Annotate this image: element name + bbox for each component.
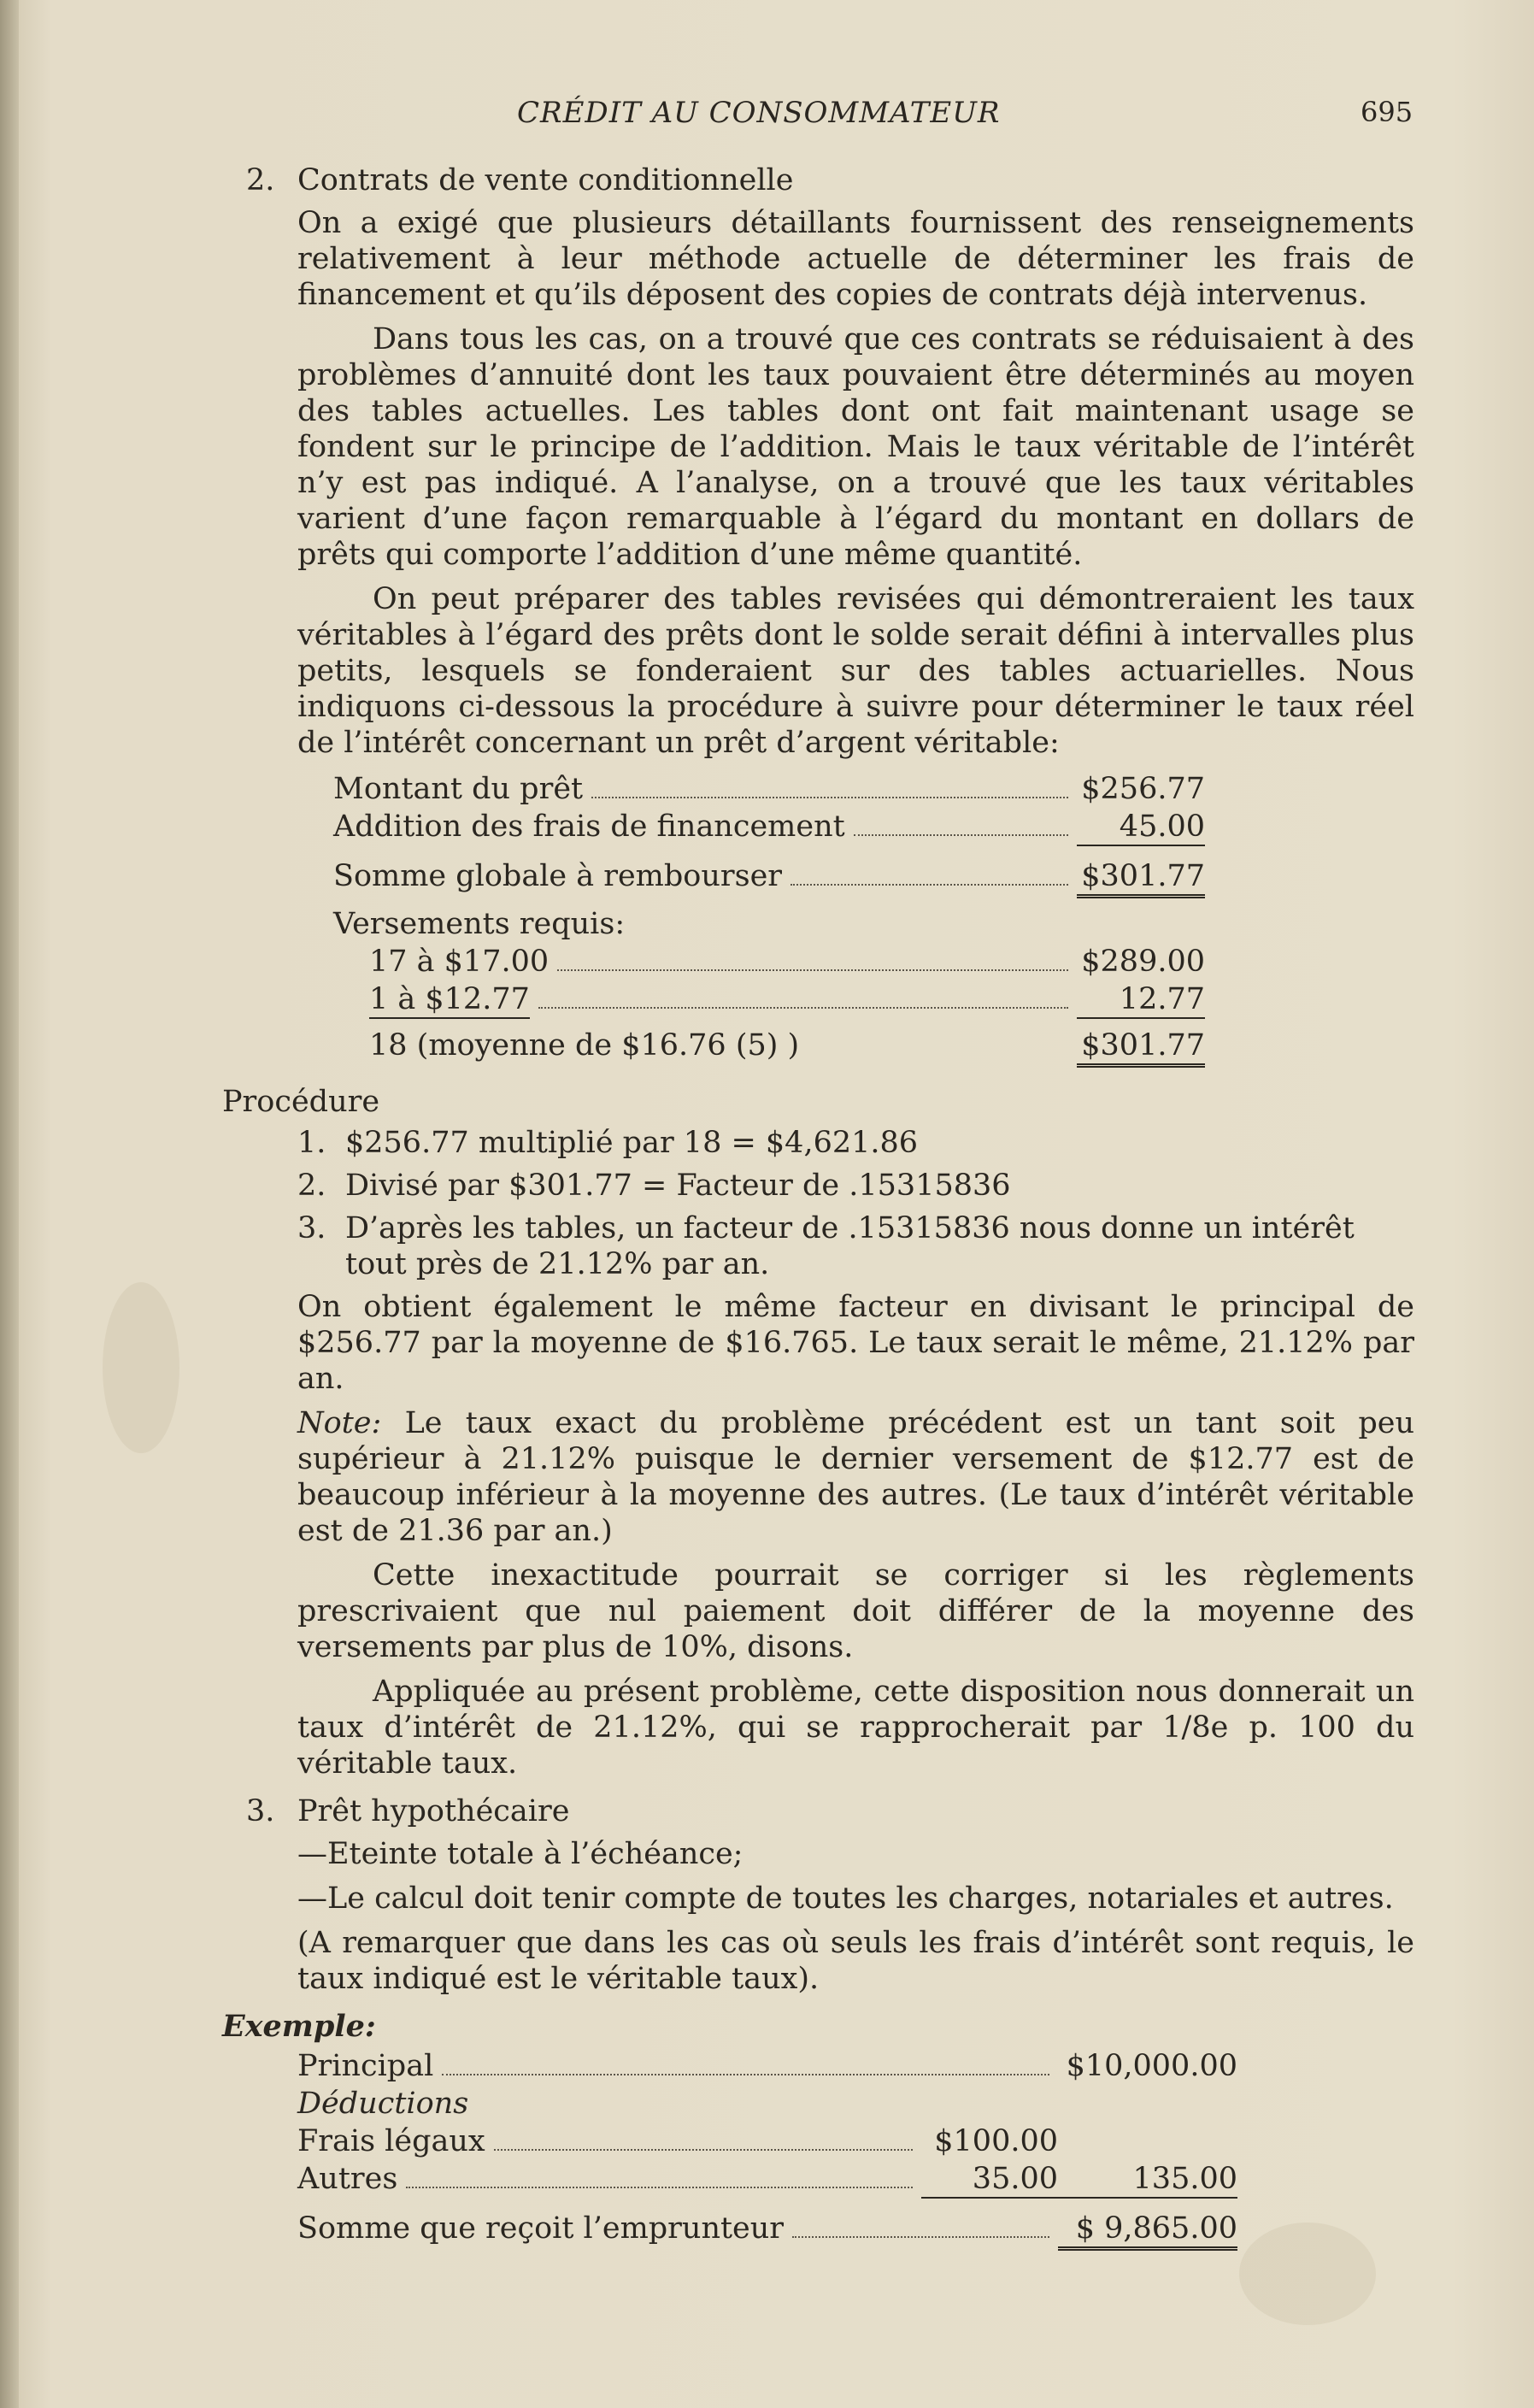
exemple-value: $10,000.00 [1066, 2049, 1237, 2083]
section-title: Prêt hypothécaire [297, 1794, 570, 1828]
ledger-label: Somme globale à rembourser [333, 859, 783, 893]
section-3-heading [222, 1793, 1414, 1829]
ledger-label: 18 (moyenne de $16.76 (5) ) [369, 1028, 800, 1063]
loan-ledger [333, 771, 1205, 1065]
ledger-label: Versements requis: [333, 907, 626, 941]
exemple-total: $ 9,865.00 [1058, 2211, 1237, 2251]
dot-leader [538, 1007, 1068, 1009]
ledger-row [333, 771, 1205, 809]
paragraph: —Le calcul doit tenir compte de toutes les charges, notariales et autres. [297, 1881, 1394, 1916]
exemple-label: Autres [297, 2162, 398, 2196]
exemple-row [297, 2211, 1237, 2248]
procedure-step [297, 1125, 1414, 1161]
running-title: CRÉDIT AU CONSOMMATEUR [517, 96, 1001, 130]
dot-leader [442, 2074, 1049, 2075]
section-3-body [222, 1836, 1414, 2248]
note-label: Note: [297, 1406, 382, 1440]
dot-leader [854, 834, 1068, 836]
dot-leader [557, 969, 1068, 971]
exemple-value: $100.00 [934, 2124, 1058, 2158]
exemple-label: Frais légaux [297, 2124, 485, 2158]
paragraph: Appliquée au présent problème, cette disposition nous donnerait un taux d’intérêt de 21.12%, qui se rapprocherait par 1/8e p. 100 du véritable taux. [297, 1675, 1414, 1781]
paragraph: —Eteinte totale à l’échéance; [297, 1837, 743, 1871]
section-title: Contrats de vente conditionnelle [297, 163, 794, 197]
page-body [222, 162, 1414, 2248]
ledger-row [333, 944, 1205, 981]
ledger-value: $256.77 [1081, 772, 1205, 806]
ledger-value: 45.00 [1077, 809, 1205, 846]
ledger-value: $289.00 [1081, 945, 1205, 979]
ledger-row [333, 809, 1205, 846]
ledger-value: 12.77 [1077, 981, 1205, 1019]
ledger-row [333, 858, 1205, 896]
dot-leader [406, 2187, 913, 2188]
dot-leader [791, 884, 1068, 886]
section-number: 3. [246, 1794, 275, 1828]
paragraph: On a exigé que plusieurs détaillants fournissent des renseignements relativement à leur méthode actuelle de déterminer les frais de financement et qu’ils déposent des copies de contrats déjà intervenus. [297, 206, 1414, 312]
exemple-title: Exemple: [222, 2009, 376, 2044]
paragraph: On obtient également le même facteur en divisant le principal de $256.77 par la moyenne de $16.765. Le taux serait le même, 21.12% par an. [297, 1290, 1414, 1396]
ledger-label: 1 à $12.77 [369, 981, 530, 1019]
exemple-value: 35.00 [921, 2161, 1058, 2199]
ledger-label: Montant du prêt [333, 772, 584, 806]
note-text: Le taux exact du problème précédent est un tant soit peu supérieur à 21.12% puisque le dernier versement de $12.77 est de beaucoup inférieur à la moyenne des autres. (Le taux d’intérêt véritable est de 21.36 par an.) [297, 1406, 1414, 1548]
section-2-heading [222, 162, 1414, 198]
step-text: Divisé par $301.77 = Facteur de .15315836 [345, 1169, 1011, 1203]
ledger-total: $301.77 [1077, 1027, 1205, 1068]
dot-leader [591, 797, 1068, 798]
exemple-table [297, 2048, 1237, 2248]
procedure-step [297, 1210, 1414, 1282]
step-text: $256.77 multiplié par 18 = $4,621.86 [345, 1126, 919, 1160]
paragraph: On peut préparer des tables revisées qui démontreraient les taux véritables à l’égard des prêts dont le solde serait défini à intervalles plus petits, lesquels se fonderaient sur des tables actuarielles. Nous indiquons ci-dessous la procédure à suivre pour déterminer le taux réel de l’intérêt concernant un prêt d’argent véritable: [297, 582, 1414, 760]
paragraph: Cette inexactitude pourrait se corriger si les règlements prescrivaient que nul paiement doit différer de la moyenne des versements par plus de 10%, disons. [297, 1558, 1414, 1664]
procedure-step [297, 1168, 1414, 1204]
page-number: 695 [1361, 96, 1414, 128]
exemple-row [297, 2048, 1237, 2086]
note-paragraph [297, 1405, 1414, 1549]
ledger-label: Addition des frais de financement [333, 810, 845, 844]
exemple-label: Principal [297, 2049, 434, 2083]
exemple-row [297, 2123, 1237, 2161]
ledger-total: $301.77 [1077, 858, 1205, 898]
exemple-subheading: Déductions [297, 2087, 469, 2121]
dot-leader [494, 2149, 913, 2151]
paper-stain [103, 1282, 179, 1453]
exemple-row [297, 2161, 1237, 2199]
section-2-body [222, 205, 1414, 1781]
ledger-row [333, 1027, 1205, 1065]
page-header [0, 96, 1534, 138]
exemple-row [297, 2086, 1237, 2123]
step-number: 2. [297, 1169, 326, 1203]
ledger-row [333, 906, 1205, 944]
step-number: 3. [297, 1211, 326, 1245]
ledger-row [333, 981, 1205, 1019]
step-text: D’après les tables, un facteur de .15315836 nous donne un intérêt tout près de 21.12% par an. [345, 1211, 1355, 1281]
exemple-value: 135.00 [1058, 2161, 1237, 2199]
paragraph: (A remarquer que dans les cas où seuls les frais d’intérêt sont requis, le taux indiqué est le véritable taux). [297, 1926, 1414, 1996]
paragraph: Dans tous les cas, on a trouvé que ces contrats se réduisaient à des problèmes d’annuité dont les taux pouvaient être déterminés au moyen des tables actuelles. Les tables dont ont fait maintenant usage se fondent sur le principe de l’addition. Mais le taux véritable de l’intérêt n’y est pas indiqué. A l’analyse, on a trouvé que les taux véritables varient d’une façon remarquable à l’égard du montant en dollars de prêts qui comporte l’addition d’une même quantité. [297, 322, 1414, 572]
ledger-label: 17 à $17.00 [369, 945, 550, 979]
section-number: 2. [246, 163, 275, 197]
step-number: 1. [297, 1126, 326, 1160]
book-spine-shadow [0, 0, 19, 2408]
exemple-label: Somme que reçoit l’emprunteur [297, 2211, 785, 2246]
dot-leader [792, 2236, 1049, 2238]
procedure-title: Procédure [222, 1085, 380, 1119]
procedure-steps [297, 1125, 1414, 1282]
